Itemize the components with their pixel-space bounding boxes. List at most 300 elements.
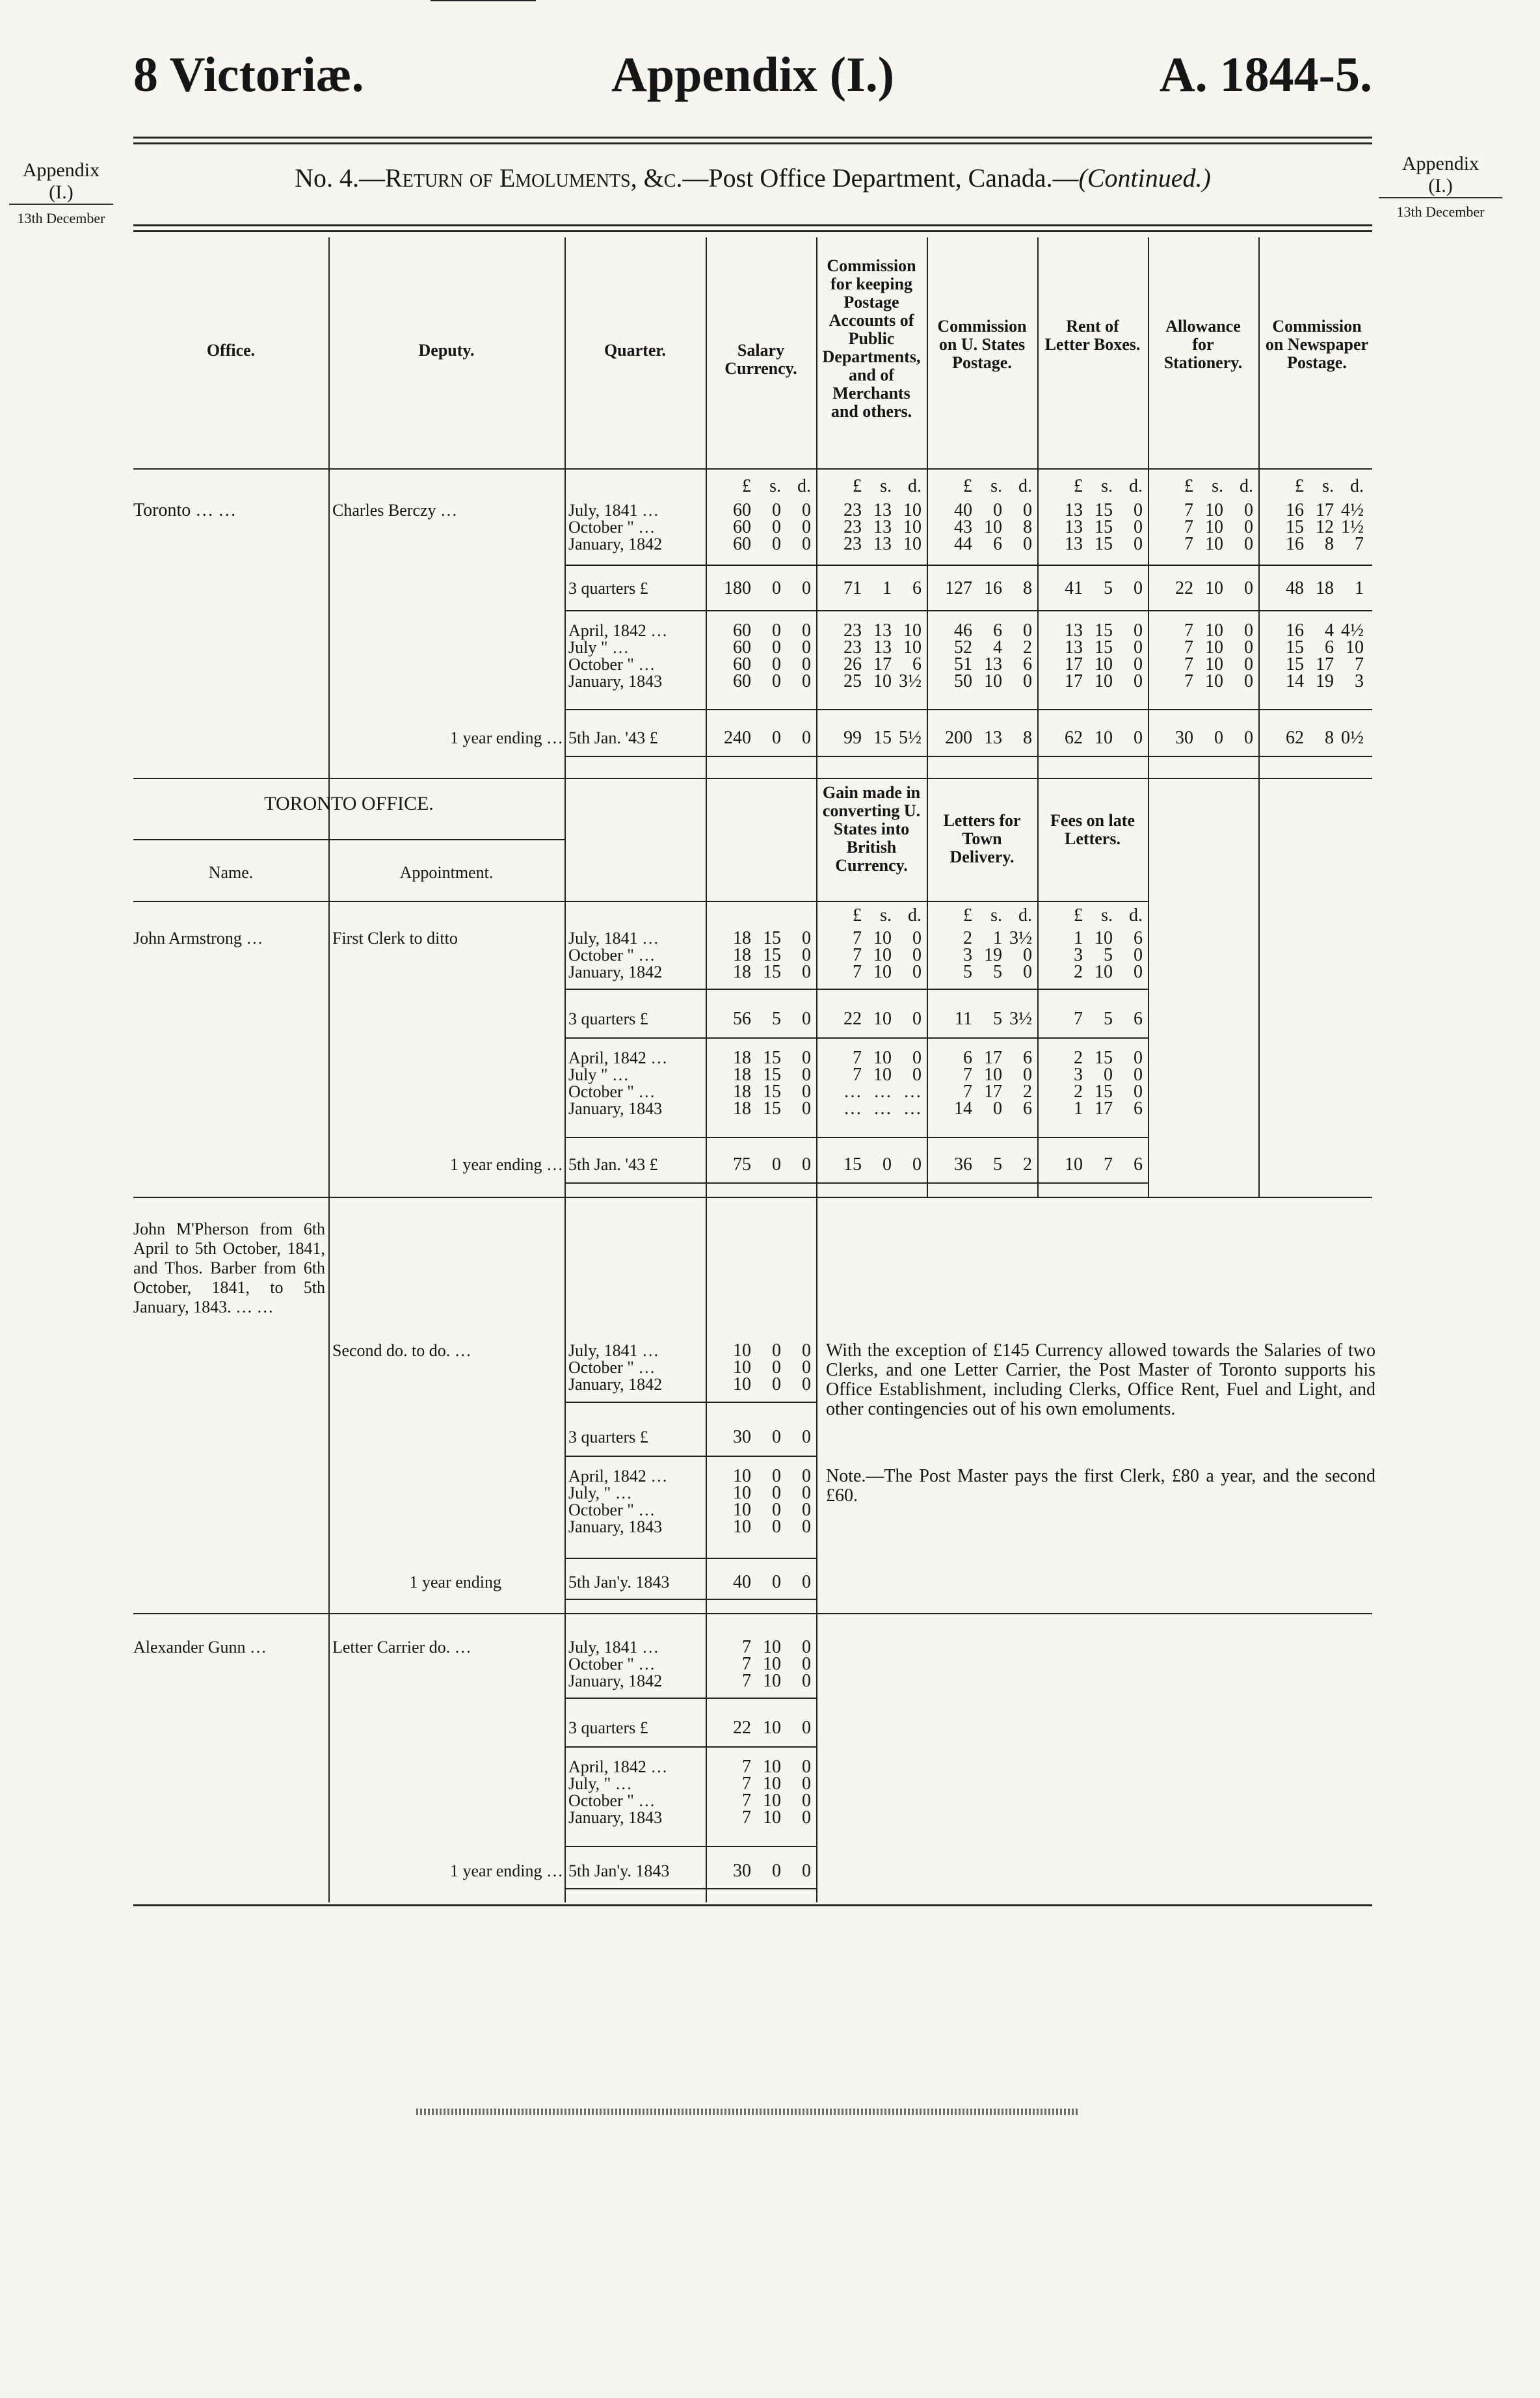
toronto-q2-value-shillings: 10 (1205, 654, 1223, 674)
column-header-quarter: Quarter. (604, 341, 667, 360)
toronto-q2-value-shillings: 17 (873, 654, 892, 674)
armstrong-q2-value-shillings: 17 (984, 1048, 1002, 1068)
column-header-office: Office. (206, 341, 256, 360)
toronto-q1-value-pounds: 15 (1286, 517, 1304, 537)
armstrong-q2-value-pounds: … (843, 1082, 862, 1102)
column-rule (816, 237, 817, 1197)
toronto-subtotal-pounds: 41 (1065, 578, 1083, 598)
mcpherson-q2-value-shillings: 0 (772, 1466, 781, 1486)
column-rule (564, 237, 566, 1902)
armstrong-q1-value-pounds: 1 (1074, 928, 1083, 948)
header-rule (133, 137, 1372, 144)
mcpherson-q2-value-pence: 0 (802, 1500, 811, 1520)
toronto-subtotal-shillings: 5 (1104, 578, 1113, 598)
mcpherson-year-pounds: 40 (733, 1572, 751, 1592)
armstrong-year-shillings: 7 (1104, 1154, 1113, 1175)
currency-unit-label: d. (797, 476, 811, 496)
mcpherson-q2-quarter-label: October " … (568, 1500, 656, 1519)
mcpherson-q2-value-pounds: 10 (733, 1466, 751, 1486)
armstrong-q1-quarter-label: January, 1842 (568, 963, 663, 981)
subtotal-label: 3 quarters £ (568, 1718, 648, 1737)
toronto-q2-value-pounds: 51 (954, 654, 972, 674)
toronto-q2-value-shillings: 10 (1205, 620, 1223, 641)
toronto-q1-quarter-label: October " … (568, 518, 656, 537)
toronto-q2-value-pence: 2 (1023, 637, 1032, 658)
toronto-year-shillings: 10 (1095, 728, 1113, 748)
mcpherson-q2-value-pence: 0 (802, 1466, 811, 1486)
toronto-q2-value-shillings: 15 (1095, 637, 1113, 658)
salary-note: Note.—The Post Master pays the first Clerk, £80 a year, and the second £60. (826, 1466, 1375, 1506)
header-appendix: Appendix (I.) (611, 47, 894, 102)
table-title (133, 163, 1372, 193)
currency-unit-label: d. (1129, 476, 1143, 496)
margin-sub-left: (I.) (49, 181, 73, 203)
title-rest: —Post Office Department, Canada.— (682, 163, 1079, 193)
armstrong-q1-value-shillings: 19 (984, 945, 1002, 965)
armstrong-subtotal-pence: 6 (1134, 1009, 1143, 1029)
gunn-q1-value-shillings: 10 (763, 1637, 781, 1657)
office-toronto: Toronto … … (133, 500, 237, 520)
toronto-q2-value-pence: 0 (1134, 671, 1143, 691)
toronto-q2-value-pounds: 23 (843, 637, 862, 658)
armstrong-q2-value-pence: 0 (802, 1082, 811, 1102)
column-rule (816, 1613, 817, 1902)
name-armstrong: John Armstrong … (133, 929, 263, 948)
toronto-q1-value-pounds: 23 (843, 500, 862, 520)
title-continued: (Continued.) (1078, 163, 1211, 193)
mcpherson-q2-quarter-label: April, 1842 … (568, 1467, 668, 1485)
title-prefix: No. 4.— (295, 163, 386, 193)
toronto-q1-value-pounds: 13 (1065, 534, 1083, 554)
armstrong-q2-value-pence: 2 (1023, 1082, 1032, 1102)
armstrong-year-shillings: 0 (883, 1154, 892, 1175)
currency-unit-label: s. (1101, 905, 1113, 926)
armstrong-q2-value-shillings: 15 (1095, 1082, 1113, 1102)
mcpherson-q1-value-pounds: 10 (733, 1374, 751, 1394)
toronto-q1-value-pence: 7 (1355, 534, 1364, 554)
toronto-q2-value-pounds: 50 (954, 671, 972, 691)
column-rule (1148, 237, 1149, 1197)
gunn-year-shillings: 0 (772, 1861, 781, 1881)
footer-rule (416, 2109, 1080, 2115)
year-quarter-label: 5th Jan. '43 £ (568, 728, 658, 747)
currency-unit-label: £ (1295, 476, 1304, 496)
column-header-commission-us: Commission on U. States Postage. (937, 317, 1027, 372)
armstrong-q1-value-pence: 0 (1023, 945, 1032, 965)
currency-unit-label: d. (908, 905, 922, 926)
header-rule (133, 468, 1372, 470)
mcpherson-q2-value-pounds: 10 (733, 1483, 751, 1503)
toronto-q2-value-shillings: 0 (772, 620, 781, 641)
toronto-subtotal-pence: 6 (912, 578, 922, 598)
gunn-q2-value-pounds: 7 (742, 1791, 751, 1811)
toronto-q2-value-shillings: 4 (1325, 620, 1334, 641)
currency-unit-label: s. (880, 905, 892, 926)
toronto-q1-value-shillings: 15 (1095, 534, 1113, 554)
subtotal-rule (564, 610, 1372, 611)
mcpherson-subtotal-pence: 0 (802, 1427, 811, 1447)
toronto-year-pounds: 62 (1286, 728, 1304, 748)
toronto-q1-value-pence: 0 (1134, 517, 1143, 537)
margin-note-left (9, 159, 113, 230)
year-ending-label: 1 year ending … (449, 1155, 563, 1174)
toronto-q2-value-pounds: 7 (1184, 620, 1193, 641)
currency-unit-label: d. (1018, 476, 1032, 496)
armstrong-q2-value-pounds: 7 (963, 1082, 972, 1102)
subtotal-label: 3 quarters £ (568, 579, 648, 598)
currency-unit-label: d. (1350, 476, 1364, 496)
armstrong-subtotal-shillings: 10 (873, 1009, 892, 1029)
armstrong-q2-quarter-label: April, 1842 … (568, 1048, 668, 1067)
currency-unit-label: d. (1129, 905, 1143, 926)
toronto-q1-value-shillings: 13 (873, 500, 892, 520)
currency-unit-label: s. (880, 476, 892, 496)
toronto-q2-value-pence: 0 (802, 620, 811, 641)
column-header-gain: Gain made in converting U. States into British Currency. (822, 783, 921, 875)
armstrong-q1-value-shillings: 5 (1104, 945, 1113, 965)
armstrong-q1-value-pounds: 2 (963, 928, 972, 948)
mcpherson-q2-value-pence: 0 (802, 1517, 811, 1537)
armstrong-q1-value-pounds: 7 (853, 928, 862, 948)
armstrong-q2-value-pounds: … (843, 1099, 862, 1119)
armstrong-q1-value-pounds: 3 (1074, 945, 1083, 965)
column-header-commission-accounts: Commission for keeping Postage Accounts of Public Departments, and of Merchants and others. (822, 256, 921, 421)
armstrong-q2-value-shillings: … (873, 1082, 892, 1102)
toronto-year-pounds: 99 (843, 728, 862, 748)
armstrong-subtotal-pounds: 22 (843, 1009, 862, 1029)
column-rule (927, 237, 928, 1197)
toronto-q1-value-pence: 0 (1134, 534, 1143, 554)
toronto-q1-value-pence: 10 (903, 500, 922, 520)
armstrong-q2-value-shillings: 15 (763, 1048, 781, 1068)
toronto-q2-value-pence: 0 (1134, 620, 1143, 641)
armstrong-q2-quarter-label: July " … (568, 1065, 629, 1084)
toronto-q1-value-pounds: 13 (1065, 517, 1083, 537)
toronto-q2-value-pounds: 60 (733, 671, 751, 691)
armstrong-q1-value-pence: 6 (1134, 928, 1143, 948)
armstrong-q1-value-pence: 0 (802, 928, 811, 948)
currency-unit-label: £ (1184, 476, 1193, 496)
toronto-q2-value-pounds: 60 (733, 654, 751, 674)
currency-unit-label: £ (853, 476, 862, 496)
armstrong-q2-value-pounds: 1 (1074, 1099, 1083, 1119)
armstrong-q1-value-shillings: 10 (873, 928, 892, 948)
gunn-q2-value-shillings: 10 (763, 1757, 781, 1777)
toronto-q1-value-shillings: 0 (772, 500, 781, 520)
armstrong-q2-value-pounds: 7 (853, 1048, 862, 1068)
gunn-q2-value-pence: 0 (802, 1791, 811, 1811)
toronto-q2-value-shillings: 0 (772, 671, 781, 691)
armstrong-q2-value-shillings: 17 (1095, 1099, 1113, 1119)
section-rule (133, 839, 564, 840)
toronto-q1-value-pounds: 13 (1065, 500, 1083, 520)
gunn-q2-value-pence: 0 (802, 1774, 811, 1794)
subtotal-rule (564, 989, 1148, 990)
gunn-q2-value-shillings: 10 (763, 1774, 781, 1794)
gunn-q1-value-shillings: 10 (763, 1671, 781, 1691)
toronto-q2-value-pence: 0 (1023, 671, 1032, 691)
mcpherson-q1-quarter-label: July, 1841 … (568, 1341, 659, 1360)
toronto-q1-value-pounds: 7 (1184, 534, 1193, 554)
toronto-q2-value-pounds: 25 (843, 671, 862, 691)
armstrong-subtotal-pence: 0 (802, 1009, 811, 1029)
subtotal-rule (564, 1037, 1148, 1039)
year-quarter-label: 5th Jan'y. 1843 (568, 1861, 670, 1880)
establishment-note: With the exception of £145 Currency allowed towards the Salaries of two Clerks, and one Letter Carrier, the Post Master of Toronto supports his Office Establishment, including Clerks, Office Rent, Fuel and Light, and other contingencies out of his own emoluments. (826, 1340, 1375, 1419)
toronto-year-shillings: 0 (772, 728, 781, 748)
column-header-stationery: Allowance for Stationery. (1163, 317, 1243, 372)
toronto-q2-value-pounds: 60 (733, 637, 751, 658)
armstrong-q2-value-pence: 6 (1134, 1099, 1143, 1119)
armstrong-year-shillings: 0 (772, 1154, 781, 1175)
column-header-late-fees: Fees on late Letters. (1050, 811, 1135, 848)
armstrong-q2-value-pounds: 2 (1074, 1048, 1083, 1068)
armstrong-q2-value-pence: 0 (1023, 1065, 1032, 1085)
toronto-subtotal-pence: 1 (1355, 578, 1364, 598)
toronto-q2-value-shillings: 10 (1205, 671, 1223, 691)
toronto-q1-value-shillings: 10 (1205, 517, 1223, 537)
armstrong-q2-value-pounds: 7 (853, 1065, 862, 1085)
total-rule (564, 709, 1372, 710)
name-mcpherson: John M'Pherson from 6th April to 5th October, 1841, and Thos. Barber from 6th October, 1841, to 5th January, 1843. … … (133, 1219, 325, 1316)
toronto-q2-value-shillings: 10 (1205, 637, 1223, 658)
subtotal-rule (564, 1698, 816, 1699)
currency-unit-label: s. (1212, 476, 1223, 496)
armstrong-subtotal-pence: 0 (912, 1009, 922, 1029)
toronto-subtotal-shillings: 10 (1205, 578, 1223, 598)
gunn-q2-value-pence: 0 (802, 1807, 811, 1828)
toronto-subtotal-pence: 8 (1023, 578, 1032, 598)
toronto-year-shillings: 8 (1325, 728, 1334, 748)
armstrong-q1-value-shillings: 5 (993, 962, 1002, 982)
appointment-armstrong: First Clerk to ditto (332, 929, 458, 948)
armstrong-q2-value-pence: … (903, 1082, 922, 1102)
column-rule (1037, 237, 1039, 1197)
currency-unit-label: s. (769, 476, 781, 496)
armstrong-q2-value-shillings: 15 (1095, 1048, 1113, 1068)
toronto-q1-quarter-label: January, 1842 (568, 535, 663, 553)
mcpherson-q1-quarter-label: January, 1842 (568, 1375, 663, 1394)
toronto-subtotal-pounds: 180 (724, 578, 751, 598)
year-ending-label: 1 year ending … (449, 1861, 563, 1880)
armstrong-year-pounds: 15 (843, 1154, 862, 1175)
toronto-q2-value-pounds: 14 (1286, 671, 1304, 691)
gunn-year-pounds: 30 (733, 1861, 751, 1881)
toronto-q2-value-pounds: 7 (1184, 671, 1193, 691)
currency-unit-label: d. (1240, 476, 1253, 496)
armstrong-year-pence: 6 (1134, 1154, 1143, 1175)
mcpherson-year-shillings: 0 (772, 1572, 781, 1592)
gunn-q2-value-pounds: 7 (742, 1774, 751, 1794)
armstrong-q2-value-shillings: 0 (993, 1099, 1002, 1119)
armstrong-q1-value-pence: 0 (1023, 962, 1032, 982)
armstrong-year-pence: 2 (1023, 1154, 1032, 1175)
year-ending-label: 1 year ending … (449, 728, 563, 747)
armstrong-q1-value-pence: 0 (1134, 962, 1143, 982)
gunn-q2-quarter-label: January, 1843 (568, 1808, 663, 1827)
toronto-q2-value-shillings: 10 (984, 671, 1002, 691)
toronto-q2-value-shillings: 4 (993, 637, 1002, 658)
toronto-year-pence: 0 (1134, 728, 1143, 748)
toronto-q1-value-pounds: 60 (733, 517, 751, 537)
total-rule (564, 1888, 816, 1889)
toronto-subtotal-pence: 0 (1134, 578, 1143, 598)
toronto-q1-value-shillings: 8 (1325, 534, 1334, 554)
armstrong-subtotal-pounds: 56 (733, 1009, 751, 1029)
armstrong-q2-value-pounds: 3 (1074, 1065, 1083, 1085)
toronto-q2-value-pence: 0 (1023, 620, 1032, 641)
x (431, 0, 536, 1)
toronto-q1-value-pounds: 44 (954, 534, 972, 554)
column-header-name: Name. (208, 863, 254, 882)
gunn-subtotal-pounds: 22 (733, 1718, 751, 1738)
toronto-year-shillings: 0 (1214, 728, 1223, 748)
toronto-q1-value-pounds: 23 (843, 517, 862, 537)
column-header-town-delivery: Letters for Town Delivery. (943, 811, 1021, 866)
toronto-q1-value-pounds: 40 (954, 500, 972, 520)
toronto-q1-value-shillings: 6 (993, 534, 1002, 554)
toronto-q2-value-shillings: 10 (1095, 654, 1113, 674)
armstrong-q2-value-pounds: 18 (733, 1099, 751, 1119)
armstrong-subtotal-shillings: 5 (1104, 1009, 1113, 1029)
armstrong-q2-value-pounds: 18 (733, 1082, 751, 1102)
armstrong-q2-value-shillings: 15 (763, 1099, 781, 1119)
toronto-q2-value-pounds: 60 (733, 620, 751, 641)
column-header-appointment: Appointment. (399, 863, 494, 882)
total-rule (564, 1137, 1148, 1138)
mcpherson-q1-value-pence: 0 (802, 1340, 811, 1361)
armstrong-q2-value-pence: 0 (912, 1065, 922, 1085)
gunn-q1-quarter-label: July, 1841 … (568, 1638, 659, 1657)
margin-sub-right: (I.) (1428, 175, 1453, 196)
armstrong-q2-quarter-label: January, 1843 (568, 1099, 663, 1118)
toronto-q2-value-pounds: 52 (954, 637, 972, 658)
toronto-q2-value-shillings: 0 (772, 654, 781, 674)
toronto-year-shillings: 13 (984, 728, 1002, 748)
toronto-q1-value-pounds: 16 (1286, 500, 1304, 520)
toronto-q1-value-pounds: 60 (733, 534, 751, 554)
toronto-subtotal-pounds: 71 (843, 578, 862, 598)
toronto-q1-value-pounds: 7 (1184, 517, 1193, 537)
gunn-q2-quarter-label: October " … (568, 1791, 656, 1810)
total-rule (564, 1182, 1148, 1184)
armstrong-subtotal-shillings: 5 (993, 1009, 1002, 1029)
toronto-q2-value-pence: 4½ (1341, 620, 1364, 641)
gunn-q1-value-pounds: 7 (742, 1654, 751, 1674)
toronto-q1-value-pence: 0 (1023, 534, 1032, 554)
toronto-q1-value-pence: 4½ (1341, 500, 1364, 520)
toronto-q1-value-pence: 0 (802, 500, 811, 520)
armstrong-q1-value-pence: 0 (912, 945, 922, 965)
toronto-q2-value-shillings: 10 (1095, 671, 1113, 691)
mcpherson-q1-quarter-label: October " … (568, 1358, 656, 1377)
armstrong-year-pounds: 36 (954, 1154, 972, 1175)
year-quarter-label: 5th Jan. '43 £ (568, 1155, 658, 1174)
toronto-q2-value-pounds: 26 (843, 654, 862, 674)
mcpherson-subtotal-shillings: 0 (772, 1427, 781, 1447)
table-bottom-rule (133, 1904, 1372, 1906)
column-header-deputy: Deputy. (418, 341, 475, 360)
toronto-q2-value-shillings: 17 (1316, 654, 1334, 674)
gunn-q1-value-pence: 0 (802, 1637, 811, 1657)
toronto-subtotal-pounds: 127 (945, 578, 972, 598)
armstrong-q1-value-pounds: 2 (1074, 962, 1083, 982)
column-header-salary: Salary Currency. (724, 341, 797, 378)
currency-unit-label: £ (853, 905, 862, 926)
toronto-subtotal-shillings: 1 (883, 578, 892, 598)
armstrong-q2-value-pounds: 6 (963, 1048, 972, 1068)
armstrong-year-pounds: 75 (733, 1154, 751, 1175)
mcpherson-q2-quarter-label: July, " … (568, 1484, 632, 1502)
armstrong-subtotal-pounds: 7 (1074, 1009, 1083, 1029)
armstrong-q1-value-shillings: 10 (873, 945, 892, 965)
toronto-q2-value-pounds: 17 (1065, 654, 1083, 674)
toronto-q2-value-shillings: 13 (984, 654, 1002, 674)
toronto-q1-value-pence: 0 (802, 534, 811, 554)
gunn-q1-value-pence: 0 (802, 1654, 811, 1674)
toronto-q2-value-pounds: 7 (1184, 637, 1193, 658)
section-rule (133, 1197, 1372, 1198)
header-rule (133, 901, 1148, 902)
appointment-mcpherson: Second do. to do. … (332, 1341, 471, 1360)
armstrong-year-pence: 0 (802, 1154, 811, 1175)
toronto-subtotal-pence: 0 (1244, 578, 1253, 598)
mcpherson-q1-value-pounds: 10 (733, 1340, 751, 1361)
mcpherson-q2-value-shillings: 0 (772, 1500, 781, 1520)
toronto-q2-value-pounds: 15 (1286, 637, 1304, 658)
toronto-q2-value-pence: 10 (1346, 637, 1364, 658)
toronto-year-pence: 8 (1023, 728, 1032, 748)
toronto-q2-value-pounds: 17 (1065, 671, 1083, 691)
toronto-subtotal-pounds: 48 (1286, 578, 1304, 598)
mcpherson-q1-value-shillings: 0 (772, 1340, 781, 1361)
mcpherson-q2-value-pence: 0 (802, 1483, 811, 1503)
currency-unit-label: d. (1018, 905, 1032, 926)
total-rule (564, 1558, 816, 1559)
armstrong-q1-value-shillings: 10 (1095, 962, 1113, 982)
toronto-q2-quarter-label: October " … (568, 655, 656, 674)
toronto-q2-value-shillings: 6 (993, 620, 1002, 641)
toronto-q2-value-pounds: 7 (1184, 654, 1193, 674)
gunn-q1-quarter-label: October " … (568, 1655, 656, 1673)
armstrong-q2-value-shillings: 0 (1104, 1065, 1113, 1085)
toronto-q2-value-pence: 3½ (899, 671, 922, 691)
toronto-q2-value-pence: 0 (802, 637, 811, 658)
toronto-q1-value-pence: 8 (1023, 517, 1032, 537)
armstrong-q1-value-pence: 0 (912, 928, 922, 948)
armstrong-q1-value-pounds: 18 (733, 945, 751, 965)
toronto-q1-value-shillings: 0 (772, 517, 781, 537)
armstrong-q2-value-shillings: 10 (984, 1065, 1002, 1085)
toronto-q2-value-shillings: 6 (1325, 637, 1334, 658)
margin-label-right: Appendix (1401, 153, 1480, 174)
armstrong-q1-value-pounds: 3 (963, 945, 972, 965)
armstrong-q1-value-pounds: 18 (733, 928, 751, 948)
toronto-year-shillings: 15 (873, 728, 892, 748)
mcpherson-q1-value-pounds: 10 (733, 1357, 751, 1378)
margin-label-left: Appendix (22, 159, 100, 181)
armstrong-q1-value-shillings: 15 (763, 928, 781, 948)
toronto-q1-value-shillings: 15 (1095, 500, 1113, 520)
currency-unit-label: £ (742, 476, 751, 496)
toronto-q2-quarter-label: July " … (568, 638, 629, 657)
armstrong-q2-value-pounds: 7 (963, 1065, 972, 1085)
armstrong-year-pounds: 10 (1065, 1154, 1083, 1175)
toronto-q1-value-shillings: 10 (984, 517, 1002, 537)
header-session: 8 Victoriæ. (133, 47, 364, 102)
mcpherson-q2-value-shillings: 0 (772, 1483, 781, 1503)
armstrong-q1-value-shillings: 10 (1095, 928, 1113, 948)
